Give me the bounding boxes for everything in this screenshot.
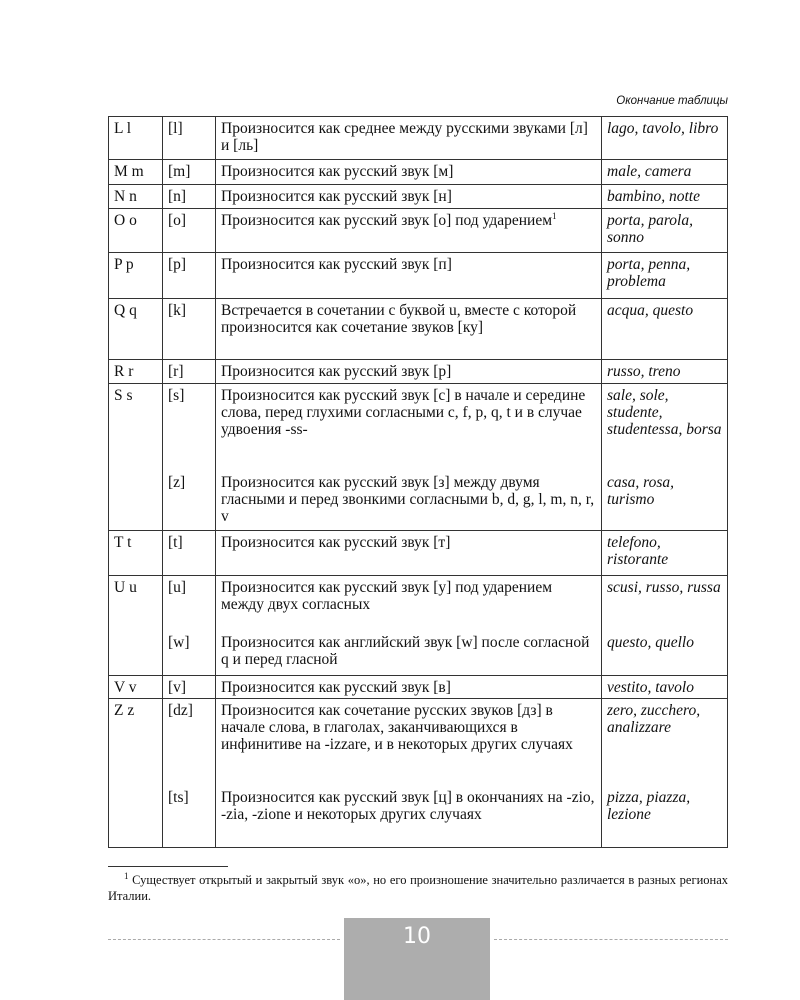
letter-cell <box>109 117 163 160</box>
examples-cell <box>602 360 728 384</box>
description-cell-text: Произносится как русский звук [с] в начале и середине слова, перед глухими согласными c, f, p, q, t и в случае удвоения -ss- <box>221 387 586 438</box>
examples-cell <box>602 209 728 253</box>
examples-cell-text: male, camera <box>607 163 692 180</box>
sound-cell-text: [v] <box>168 679 187 696</box>
examples-cell <box>602 185 728 209</box>
letter-cell-text: M m <box>114 163 144 180</box>
description-cell <box>216 471 602 531</box>
description-cell <box>216 160 602 185</box>
sound-cell-text: [w] <box>168 633 190 651</box>
examples-cell-text: russo, treno <box>607 363 681 380</box>
examples-cell <box>602 676 728 699</box>
sound-cell-text: [p] <box>168 256 187 273</box>
letter-cell <box>109 676 163 699</box>
sound-cell <box>163 631 216 676</box>
description-cell-text: Произносится как русский звук [з] между двумя гласными и перед звонкими согласными b, d, g, l, m, n, r, v <box>221 473 595 525</box>
table-row <box>109 699 728 786</box>
examples-cell <box>602 531 728 576</box>
letter-cell <box>109 160 163 185</box>
examples-cell-text: acqua, questo <box>607 302 694 319</box>
examples-cell-text: telefono, ristorante <box>607 534 669 568</box>
examples-cell <box>602 299 728 360</box>
description-cell <box>216 185 602 209</box>
sound-cell <box>163 699 216 786</box>
table-row <box>109 299 728 360</box>
description-cell <box>216 676 602 699</box>
page-number: 10 <box>344 918 490 1000</box>
table-row <box>109 117 728 160</box>
footer-dashed-line-left <box>108 939 340 940</box>
examples-cell <box>602 576 728 631</box>
examples-cell-text: lago, tavolo, libro <box>607 120 719 137</box>
sound-cell-text: [ts] <box>168 788 189 806</box>
examples-cell-text: scusi, russo, russa <box>607 579 721 596</box>
examples-cell-text: casa, rosa, turismo <box>607 473 675 508</box>
examples-cell <box>602 471 728 531</box>
letter-cell-text: N n <box>114 188 137 205</box>
letter-cell-text: L l <box>114 120 132 137</box>
sound-cell-text: [m] <box>168 163 191 180</box>
table-row <box>109 185 728 209</box>
footnote <box>108 872 728 904</box>
sound-cell-text: [z] <box>168 473 186 491</box>
letter-cell-text: R r <box>114 363 134 380</box>
description-cell-text: Произносится как среднее между русскими звуками [л] и [ль] <box>221 120 588 154</box>
letter-cell <box>109 185 163 209</box>
letter-cell <box>109 699 163 848</box>
examples-cell-text: sale, sole, studente, studentessa, borsa <box>607 387 722 438</box>
sound-cell <box>163 384 216 471</box>
sound-cell <box>163 185 216 209</box>
description-cell <box>216 631 602 676</box>
examples-cell-text: pizza, piazza, lezione <box>607 788 691 823</box>
description-cell-text: Произносится как русский звук [в] <box>221 679 451 696</box>
sound-cell-text: [s] <box>168 387 185 404</box>
sound-cell <box>163 360 216 384</box>
table-row <box>109 576 728 631</box>
table-row <box>109 160 728 185</box>
sound-cell-text: [u] <box>168 579 187 596</box>
sound-cell <box>163 253 216 299</box>
letter-cell <box>109 209 163 253</box>
examples-cell-text: vestito, tavolo <box>607 679 694 696</box>
sound-cell-text: [o] <box>168 212 187 229</box>
description-cell <box>216 360 602 384</box>
letter-cell <box>109 576 163 676</box>
description-cell <box>216 699 602 786</box>
sound-cell <box>163 117 216 160</box>
sound-cell <box>163 160 216 185</box>
description-cell-text: Произносится как русский звук [о] под ударением <box>221 212 553 229</box>
table-caption: Окончание таблицы <box>616 95 728 107</box>
examples-cell <box>602 160 728 185</box>
examples-cell-text: questo, quello <box>607 633 694 651</box>
description-cell-text: Произносится как русский звук [р] <box>221 363 452 380</box>
description-cell <box>216 209 602 253</box>
description-cell <box>216 576 602 631</box>
table-row <box>109 253 728 299</box>
sound-cell <box>163 209 216 253</box>
description-cell <box>216 531 602 576</box>
examples-cell <box>602 253 728 299</box>
letter-cell <box>109 531 163 576</box>
footnote-mark: 1 <box>124 870 129 881</box>
letter-cell-text: V v <box>114 679 137 696</box>
table-row <box>109 209 728 253</box>
table-row <box>109 531 728 576</box>
description-cell-text: Произносится как русский звук [м] <box>221 163 454 180</box>
letter-cell <box>109 384 163 531</box>
examples-cell <box>602 786 728 848</box>
description-cell <box>216 299 602 360</box>
sound-cell-text: [l] <box>168 120 183 137</box>
table-row <box>109 676 728 699</box>
description-cell-text: Произносится как английский звук [w] после согласной q и перед гласной <box>221 633 590 668</box>
sound-cell <box>163 471 216 531</box>
table-row <box>109 786 728 848</box>
letter-cell-text: Q q <box>114 302 137 319</box>
footnote-ref: 1 <box>552 210 557 221</box>
examples-cell-text: zero, zucchero, analizzare <box>607 702 701 736</box>
sound-cell <box>163 531 216 576</box>
sound-cell <box>163 786 216 848</box>
sound-cell-text: [k] <box>168 302 187 319</box>
sound-cell <box>163 299 216 360</box>
description-cell-text: Произносится как русский звук [т] <box>221 534 451 551</box>
letter-cell <box>109 299 163 360</box>
description-cell <box>216 117 602 160</box>
examples-cell <box>602 631 728 676</box>
sound-cell-text: [dz] <box>168 702 193 719</box>
letter-cell-text: T t <box>114 534 132 551</box>
table-row <box>109 631 728 676</box>
examples-cell-text: porta, parola, sonno <box>607 212 693 246</box>
sound-cell <box>163 676 216 699</box>
description-cell-text: Произносится как русский звук [п] <box>221 256 452 273</box>
sound-cell-text: [r] <box>168 363 184 380</box>
letter-cell-text: O o <box>114 212 137 229</box>
letter-cell-text: Z z <box>114 702 135 719</box>
examples-cell-text: bambino, notte <box>607 188 700 205</box>
description-cell-text: Встречается в сочетании с буквой u, вместе с которой произносится как сочетание звуков [ку] <box>221 302 577 336</box>
footnote-divider <box>108 866 228 867</box>
description-cell-text: Произносится как русский звук [у] под ударением между двух согласных <box>221 579 553 613</box>
examples-cell <box>602 384 728 471</box>
examples-cell <box>602 699 728 786</box>
description-cell <box>216 786 602 848</box>
table-row <box>109 471 728 531</box>
table-row <box>109 360 728 384</box>
sound-cell-text: [t] <box>168 534 183 551</box>
footnote-text: Существует открытый и закрытый звук «о», но его произношение значительно различается в разных регионах Италии. <box>108 873 728 903</box>
letter-cell-text: U u <box>114 579 137 596</box>
letter-cell-text: S s <box>114 387 133 404</box>
description-cell-text: Произносится как русский звук [ц] в окончаниях на -zio, -zia, -zione и некоторых других случаях <box>221 788 595 823</box>
letter-cell <box>109 253 163 299</box>
examples-cell <box>602 117 728 160</box>
examples-cell-text: porta, penna, problema <box>607 256 691 290</box>
letter-cell <box>109 360 163 384</box>
alphabet-table <box>108 116 728 848</box>
description-cell <box>216 384 602 471</box>
footer-dashed-line-right <box>494 939 728 940</box>
description-cell <box>216 253 602 299</box>
sound-cell-text: [n] <box>168 188 187 205</box>
description-cell-text: Произносится как русский звук [н] <box>221 188 452 205</box>
letter-cell-text: P p <box>114 256 134 273</box>
sound-cell <box>163 576 216 631</box>
description-cell-text: Произносится как сочетание русских звуков [дз] в начале слова, в глаголах, заканчивающихся в инфинитиве на -izzare, и в некоторых других случаях <box>221 702 573 753</box>
table-row <box>109 384 728 471</box>
